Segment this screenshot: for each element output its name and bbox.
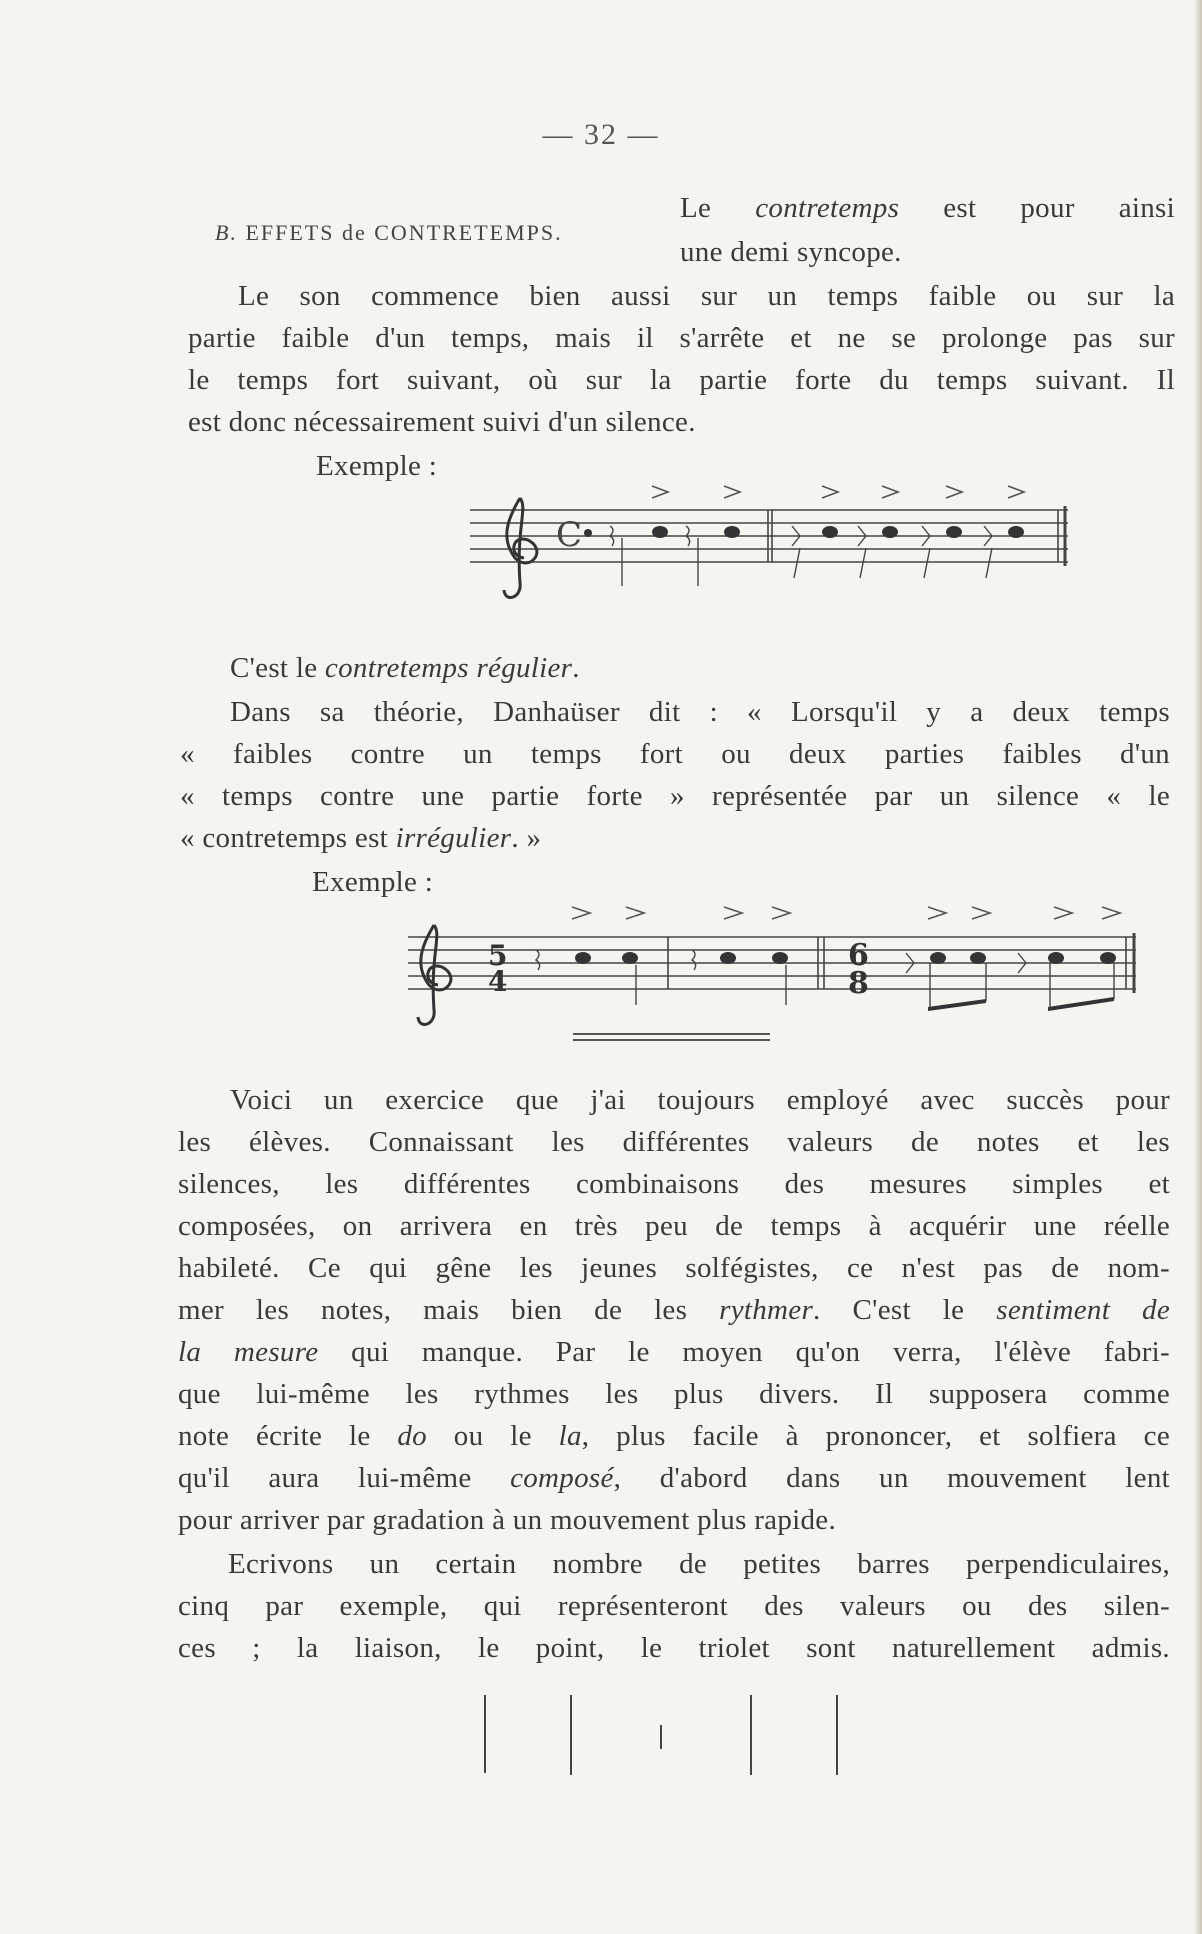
para3-l10-b: , d'abord dans un mouvement lent (613, 1462, 1170, 1494)
para3-l7-b: qui manque. Par le moyen qu'on verra, l'élève fabri- (318, 1336, 1170, 1368)
common-time-icon: C (556, 515, 583, 555)
para3-line-6 (178, 1294, 1170, 1327)
para3-l9-c: , plus facile à prononcer, et solfiera ce (581, 1420, 1170, 1452)
time-sig-top-2: 6 (848, 938, 869, 973)
time-sig-bottom-1: 4 (488, 965, 508, 998)
page-edge-shadow (1194, 0, 1202, 1934)
intro-line-2: une demi syncope. (680, 236, 902, 268)
intro-text-b: est pour ainsi (899, 192, 1175, 224)
para2-line-4 (180, 822, 541, 855)
para2-last-a: « contretemps est (180, 822, 396, 854)
para3-l10-italic: composé (510, 1462, 614, 1494)
section-divider (573, 1033, 770, 1041)
notes-example-2 (575, 952, 1116, 1011)
bar-5 (836, 1695, 838, 1775)
time-sig-top-1: 5 (488, 939, 508, 972)
caption-1-b: . (572, 652, 580, 684)
para2-last-b: . » (511, 822, 542, 854)
para3-l6-italic-1: rythmer (719, 1294, 814, 1326)
para3-l10-a: qu'il aura lui-même (178, 1462, 511, 1494)
section-title: EFFETS de CONTRETEMPS. (245, 220, 563, 245)
intro-italic: contretemps (755, 192, 900, 224)
caption-1-italic: contretemps régulier (324, 652, 573, 684)
intro-line-1 (680, 192, 1175, 225)
example-label-1: Exemple : (316, 450, 438, 482)
para3-line-11: pour arriver par gradation à un mouvement plus rapide. (178, 1504, 837, 1536)
para3-line-5: habileté. Ce qui gêne les jeunes solfégistes, ce n'est pas de nom- (178, 1252, 1170, 1284)
para3-line-7 (178, 1336, 1170, 1369)
para3-line-3: silences, les différentes combinaisons des mesures simples et (178, 1168, 1170, 1200)
para4-line-1: Ecrivons un certain nombre de petites barres perpendiculaires, (228, 1548, 1170, 1580)
para3-l9-a: note écrite le (178, 1420, 398, 1452)
para3-l9-italic-2: la (558, 1420, 582, 1452)
accent-marks (652, 486, 1024, 498)
para3-l6-a: mer les notes, mais bien de les (178, 1294, 720, 1326)
para1-line-2: partie faible d'un temps, mais il s'arrête et ne se prolonge pas sur (188, 322, 1175, 354)
example-label-2: Exemple : (312, 866, 434, 898)
para2-last-italic: irrégulier (395, 822, 512, 854)
para3-line-10 (178, 1462, 1170, 1495)
music-example-1 (470, 478, 1080, 618)
section-heading (215, 220, 563, 246)
bar-1 (484, 1695, 486, 1773)
treble-clef-icon-2 (418, 925, 451, 1024)
rests-and-stems (610, 526, 992, 586)
para2-line-3: « temps contre une partie forte » représentée par un silence « le (180, 780, 1170, 812)
para3-l9-italic-1: do (397, 1420, 427, 1452)
caption-1-a: C'est le (230, 652, 325, 684)
para3-line-8: que lui-même les rythmes les plus divers. Il supposera comme (178, 1378, 1170, 1410)
intro-text-a: Le (680, 192, 756, 224)
section-prefix: B. (215, 220, 238, 245)
caption-1 (230, 652, 580, 685)
para1-line-4: est donc nécessairement suivi d'un silence. (188, 406, 696, 438)
time-sig-bottom-2: 8 (848, 966, 869, 1001)
page-number: — 32 — (542, 118, 660, 151)
accent-marks-2 (572, 907, 1120, 919)
para3-line-4: composées, on arrivera en très peu de temps à acquérir une réelle (178, 1210, 1170, 1242)
para3-line-2: les élèves. Connaissant les différentes valeurs de notes et les (178, 1126, 1170, 1158)
bar-2 (570, 1695, 572, 1775)
perpendicular-bars (0, 1695, 1202, 1795)
para3-l6-b: . C'est le (813, 1294, 997, 1326)
para3-l7-italic: la mesure (178, 1336, 319, 1368)
para3-l9-b: ou le (426, 1420, 559, 1452)
para3-l6-italic-2: sentiment de (996, 1294, 1170, 1326)
para2-line-1: Dans sa théorie, Danhaüser dit : « Lorsqu'il y a deux temps (230, 696, 1170, 728)
para2-line-2: « faibles contre un temps fort ou deux parties faibles d'un (180, 738, 1170, 770)
para3-line-1: Voici un exercice que j'ai toujours employé avec succès pour (230, 1084, 1170, 1116)
para1-line-3: le temps fort suivant, où sur la partie forte du temps suivant. Il (188, 364, 1175, 396)
treble-clef-icon (504, 498, 537, 597)
para4-line-3: ces ; la liaison, le point, le triolet sont naturellement admis. (178, 1632, 1170, 1664)
para3-line-9 (178, 1420, 1170, 1453)
music-example-2 (408, 895, 1144, 1035)
bar-3 (660, 1725, 662, 1749)
bar-4 (750, 1695, 752, 1775)
para4-line-2: cinq par exemple, qui représenteront des valeurs ou des silen- (178, 1590, 1170, 1622)
para1-line-1: Le son commence bien aussi sur un temps faible ou sur la (238, 280, 1175, 312)
